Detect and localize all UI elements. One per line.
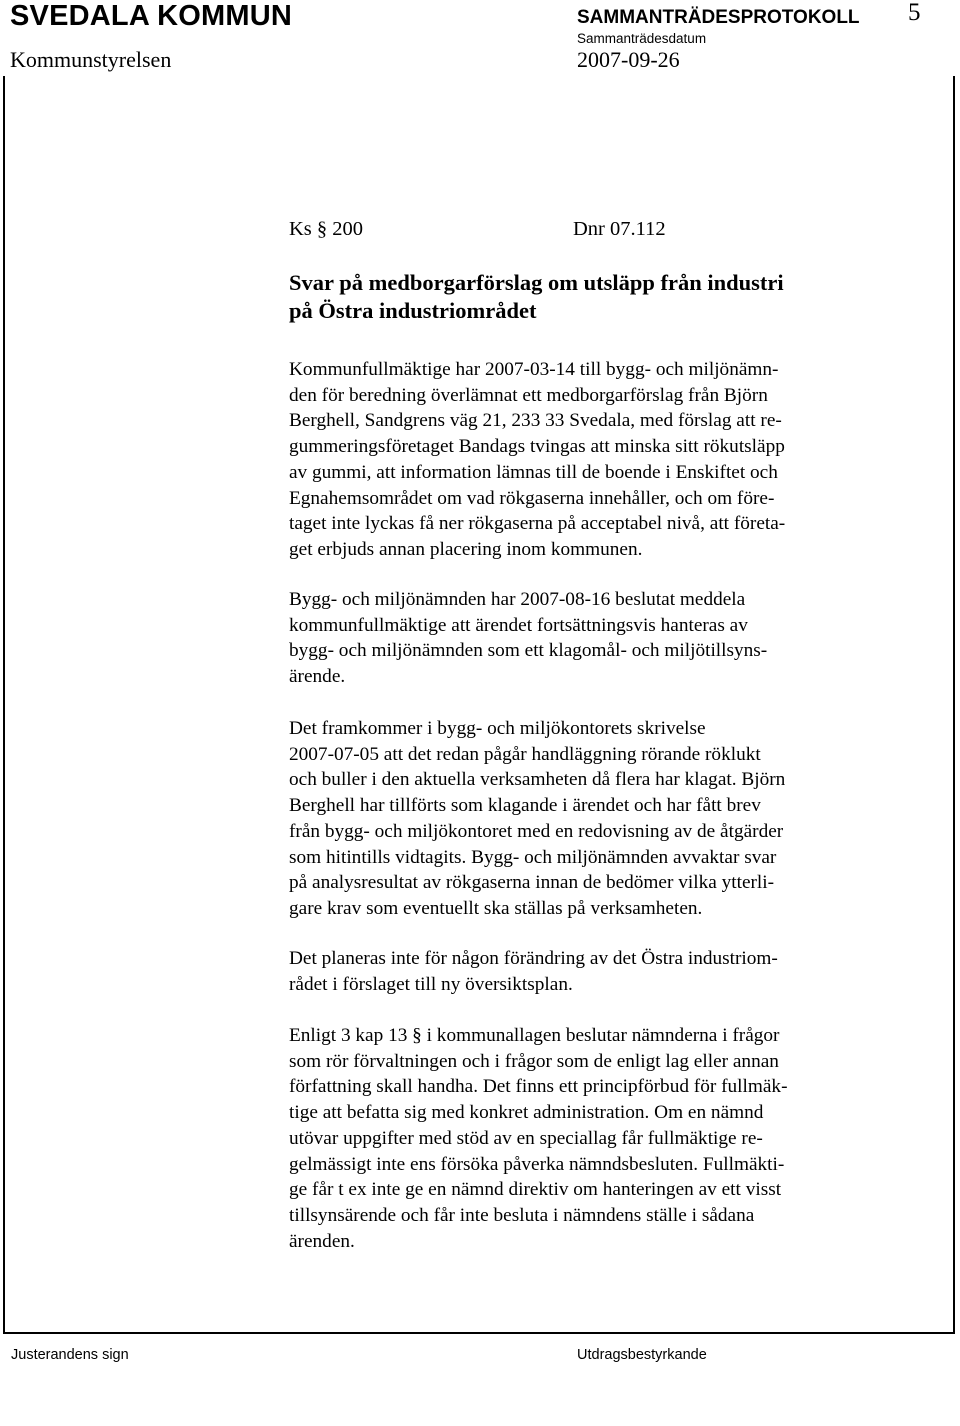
protocol-title: SAMMANTRÄDESPROTOKOLL xyxy=(577,7,860,28)
text-line: Egnahemsområdet om vad rökgaserna innehåller, och om före- xyxy=(289,487,775,509)
meeting-date-label: Sammanträdesdatum xyxy=(577,31,707,46)
paragraph-proposal xyxy=(289,357,929,563)
frame-right-border xyxy=(953,76,955,1334)
text-line: taget inte lyckas få ner rökgaserna på acceptabel nivå, att företa- xyxy=(289,513,786,535)
text-line: rådet i förslaget till ny översiktsplan. xyxy=(289,973,573,995)
document-title xyxy=(289,269,889,325)
text-line: Berghell har tillförts som klagande i ärendet och har fått brev xyxy=(289,795,761,817)
board-name: Kommunstyrelsen xyxy=(10,47,172,72)
text-line: gare krav som eventuellt ska ställas på verksamheten. xyxy=(289,897,703,919)
title-line: på Östra industriområdet xyxy=(289,298,537,323)
text-line: ge får t ex inte ge en nämnd direktiv om hanteringen av ett visst xyxy=(289,1179,782,1201)
paragraph-board-decision xyxy=(289,587,929,690)
text-line: Det framkommer i bygg- och miljökontorets skrivelse xyxy=(289,718,706,739)
text-line: ärende. xyxy=(289,666,346,688)
text-line: från bygg- och miljökontoret med en redovisning av de åtgärder xyxy=(289,820,784,842)
text-line: på analysresultat av rökgaserna innan de bedömer vilka ytterli- xyxy=(289,872,775,894)
paragraph-legal xyxy=(289,1023,929,1254)
extract-certification-label: Utdragsbestyrkande xyxy=(577,1347,707,1363)
frame-left-border xyxy=(3,76,5,1334)
text-line: tillsynsärende och får inte besluta i nämndens ställe i sådana xyxy=(289,1204,755,1226)
text-line: Kommunfullmäktige har 2007-03-14 till bygg- och miljönämn- xyxy=(289,359,779,380)
text-line: ärenden. xyxy=(289,1230,355,1252)
text-line: som rör förvaltningen och i frågor som de enligt lag eller annan xyxy=(289,1050,779,1072)
municipality-name: SVEDALA KOMMUN xyxy=(10,0,293,32)
text-line: gelmässigt inte ens försöka påverka nämndsbesluten. Fullmäkti- xyxy=(289,1153,785,1175)
text-line: utövar uppgifter med stöd av en speciallag får fullmäktige re- xyxy=(289,1127,763,1149)
text-line: bygg- och miljönämnden som ett klagomål- och miljötillsyns- xyxy=(289,640,768,662)
text-line: Bygg- och miljönämnden har 2007-08-16 beslutat meddela xyxy=(289,589,746,610)
frame-bottom-border xyxy=(3,1332,955,1334)
paragraph-reference: Ks § 200 xyxy=(289,218,364,240)
paragraph-office-report xyxy=(289,716,929,922)
meeting-date: 2007-09-26 xyxy=(577,47,680,72)
text-line: kommunfullmäktige att ärendet fortsättningsvis hanteras av xyxy=(289,614,748,636)
text-line: den för beredning överlämnat ett medborgarförslag från Björn xyxy=(289,384,768,406)
text-line: författning skall handha. Det finns ett principförbud för fullmäk- xyxy=(289,1076,788,1098)
text-line: Det planeras inte för någon förändring av det Östra industriom- xyxy=(289,948,778,969)
text-line: av gummi, att information lämnas till de boende i Enskiftet och xyxy=(289,461,778,483)
text-line: Enligt 3 kap 13 § i kommunallagen beslutar nämnderna i frågor xyxy=(289,1025,780,1046)
text-line: tige att befatta sig med konkret administration. Om en nämnd xyxy=(289,1102,764,1124)
text-line: och buller i den aktuella verksamheten då flera har klagat. Björn xyxy=(289,769,786,791)
text-line: Berghell, Sandgrens väg 21, 233 33 Svedala, med förslag att re- xyxy=(289,410,782,432)
diary-number: Dnr 07.112 xyxy=(573,218,666,240)
text-line: get erbjuds annan placering inom kommunen. xyxy=(289,538,643,560)
text-line: gummeringsföretaget Bandags tvingas att minska sitt rökutsläpp xyxy=(289,436,785,458)
adjuster-signature-label: Justerandens sign xyxy=(11,1347,129,1363)
text-line: som hitintills vidtagits. Bygg- och miljönämnden avvaktar svar xyxy=(289,846,777,868)
page-number: 5 xyxy=(908,0,921,26)
paragraph-plan xyxy=(289,946,929,997)
text-line: 2007-07-05 att det redan pågår handläggning rörande röklukt xyxy=(289,743,761,765)
title-line: Svar på medborgarförslag om utsläpp från industri xyxy=(289,270,784,295)
